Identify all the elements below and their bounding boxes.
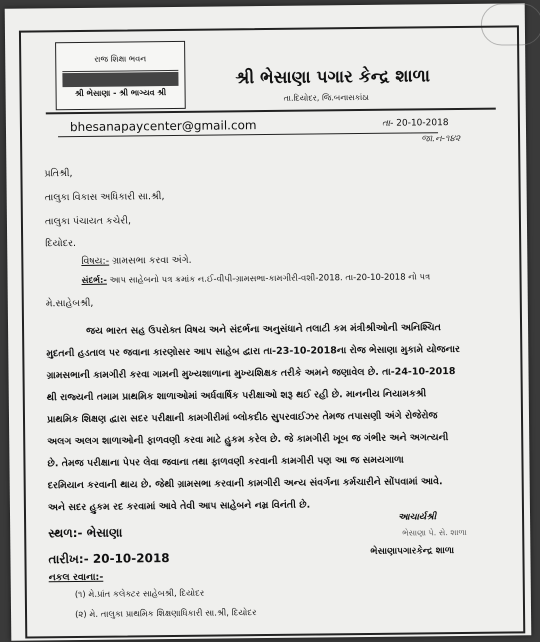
logo-top-text: રાજ શિક્ષા ભવન (62, 48, 178, 72)
logo-bottom-text: શ્રી ભેસાણા - શ્રી ભાગ્યવ શ્રી (74, 88, 167, 99)
school-name: શ્રી ભેસાણા પગાર કેન્દ્ર શાળા (235, 66, 431, 89)
signature-school: ભેસાણાપગારકેન્દ્ર શાળા (370, 546, 455, 557)
date-value: 20-10-2018 (92, 551, 170, 566)
school-address: તા.દિયોદર, જિ.બનાસકાંઠા (283, 92, 370, 103)
place-value: ભેસાણા (86, 525, 123, 540)
body-line: અલગ અલગ શાળાઓની ફાળવણી કરવા માટે હુકમ કરેલ છે. જે કામગીરી ખૂબ જ ગંભીર અને અગત્યની (47, 432, 449, 448)
subject-label: વિષય:- (81, 255, 110, 267)
reference-text: આપ સાહેબનો પત્ર ક્રમાંક ન.ઈ-વીપી-ગ્રામસભા-કામગીરી-વશી-2018. તા-20-10-2018 નો પત્ર (109, 272, 431, 286)
letter-paper (5, 3, 532, 640)
body-line: જય ભારત સહ ઉપરોક્ત વિષય અને સંદર્ભના અનુસંધાને તલાટી કમ મંત્રીશ્રીઓની અનિશ્ચિત (86, 322, 441, 337)
recipient-line-4: દિયોદર. (45, 238, 77, 250)
body-line: મુદતની હડતાલ પર જવાના કારણોસર આપ સાહેબ દ્વારા તા-23-10-2018ના રોજ ભેસાણા મુકામે યોજનાર (46, 343, 460, 360)
school-logo (55, 41, 186, 110)
date-line (48, 551, 169, 567)
reference-number: જા.ન-૧૪૨ (421, 133, 461, 145)
subject-line (81, 255, 191, 267)
place-label: સ્થળ:- (48, 525, 83, 541)
copy-label: નકલ રવાના:- (48, 571, 104, 584)
body-line: અને સદર હુકમ રદ કરવામાં આવે તેવી આપ સાહેબને નમ્ર વિનંતી છે. (47, 499, 311, 514)
copy-item-1: (૧) મે.પ્રાંત કલેક્ટર સાહેબશ્રી, દિયોદર (74, 588, 205, 601)
reference-label: સંદર્ભ:- (81, 275, 107, 286)
recipient-line-1: પ્રતિશ્રી, (44, 168, 73, 180)
body-line: થી રાજ્યની તમામ પ્રાથમિક શાળાઓમાં અર્ધવાર્ષિક પરીક્ષાઓ શરૂ થઈ રહી છે. માનનીય નિયામકશ્રી (46, 388, 427, 404)
body-line: છે. તેમજ પરીક્ષાના પેપર લેવા જવાના તથા ફાળવણી કરવાની કામગીરી પણ આ જ સમયગાળા (47, 454, 404, 470)
signature-title: આચાર્યશ્રી (398, 512, 437, 523)
letter-date (382, 118, 449, 129)
letter-date-value: 20-10-2018 (396, 118, 449, 129)
place-line (48, 526, 122, 542)
school-email: bhesanapaycenter@gmail.com (69, 118, 257, 135)
logo-band (62, 72, 178, 87)
salutation: મે.સાહેબશ્રી, (45, 297, 94, 310)
signature-stamp: ભેસાણા પે. સે. શાળા (402, 527, 467, 538)
body-line: પ્રાથમિક શિક્ષણ દ્વારા સદર પરીક્ષાની કામગીરીમાં બ્લોકદીઠ સુપરવાઈઝર તેમજ તપાસણી અંગે રોજેરોજ (46, 410, 438, 426)
letter-date-label: તા- (381, 118, 394, 129)
body-line: દરમિયાન કરવાની થાય છે. જેથી ગ્રામસભા કરવાની કામગીરી અન્ય સંવર્ગના કર્મચારીને સોંપવામાં આવે. (47, 476, 443, 492)
subject-text: ગ્રામસભા કરવા અંગે. (112, 254, 192, 267)
copy-item-2: (૨) મે. તાલુકા પ્રાથમિક શિક્ષણાધિકારી સા.શ્રી, દિયોદર (75, 608, 257, 621)
body-line: ગ્રામસભાની કામગીરી કરવા ગામની મુખ્યશાળાના મુખ્યશિક્ષક તરીકે અમને જણાવેલ છે. તા-24-10-2018 (46, 366, 456, 382)
recipient-line-2: તાલુકા વિકાસ અધિકારી સા.શ્રી, (44, 191, 165, 204)
date-label: તારીખ:- (48, 551, 89, 567)
recipient-line-3: તાલુકા પંચાયત કચેરી, (44, 215, 132, 228)
letterhead (45, 30, 496, 115)
